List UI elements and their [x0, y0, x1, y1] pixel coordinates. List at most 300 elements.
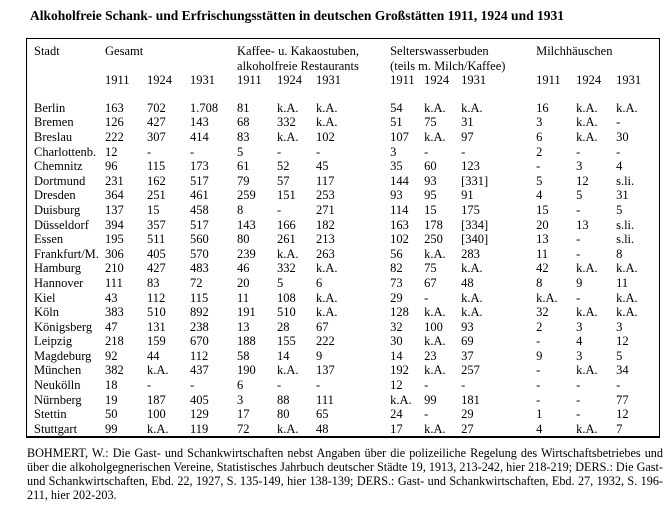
- value-cell: k.A.: [424, 421, 446, 436]
- year-header: 1911: [390, 73, 415, 88]
- city-cell: Düsseldorf: [34, 217, 89, 232]
- value-cell: 166: [277, 217, 296, 232]
- city-cell: Köln: [34, 305, 59, 320]
- value-cell: 31: [461, 115, 474, 130]
- value-cell: 12: [616, 334, 629, 349]
- value-cell: -: [576, 232, 581, 247]
- value-cell: 67: [424, 275, 437, 290]
- value-cell: -: [616, 115, 621, 130]
- year-header: 1924: [424, 73, 450, 88]
- value-cell: 427: [147, 261, 166, 276]
- value-cell: 222: [316, 334, 335, 349]
- value-cell: 8: [536, 275, 543, 290]
- city-cell: Breslau: [34, 129, 73, 144]
- value-cell: 2: [536, 144, 543, 159]
- value-cell: 251: [147, 188, 166, 203]
- value-cell: 570: [190, 246, 209, 261]
- value-cell: 16: [536, 100, 549, 115]
- value-cell: k.A.: [576, 421, 598, 436]
- value-cell: 1: [536, 407, 543, 422]
- value-cell: 102: [390, 232, 409, 247]
- table-row: [27, 101, 658, 116]
- value-cell: [340]: [461, 232, 489, 247]
- value-cell: k.A.: [616, 305, 638, 320]
- statistics-table: [27, 44, 658, 436]
- value-cell: 178: [424, 217, 443, 232]
- value-cell: -: [576, 290, 581, 305]
- value-cell: k.A.: [616, 290, 638, 305]
- value-cell: 17: [390, 421, 403, 436]
- value-cell: 15: [424, 202, 437, 217]
- value-cell: 3: [237, 392, 244, 407]
- value-cell: 3: [616, 319, 623, 334]
- city-cell: Hamburg: [34, 261, 81, 276]
- value-cell: 5: [237, 144, 244, 159]
- city-cell: Dortmund: [34, 173, 86, 188]
- value-cell: 20: [536, 217, 549, 232]
- value-cell: 72: [237, 421, 250, 436]
- value-cell: 9: [536, 348, 543, 363]
- value-cell: 405: [190, 392, 209, 407]
- value-cell: 187: [147, 392, 166, 407]
- value-cell: 510: [147, 305, 166, 320]
- value-cell: k.A.: [277, 100, 299, 115]
- value-cell: k.A.: [424, 246, 446, 261]
- value-cell: 11: [616, 275, 629, 290]
- value-cell: 137: [316, 363, 335, 378]
- value-cell: 99: [424, 392, 437, 407]
- value-cell: 30: [390, 334, 403, 349]
- city-cell: Kiel: [34, 290, 56, 305]
- city-cell: Königsberg: [34, 319, 93, 334]
- value-cell: -: [576, 144, 581, 159]
- value-cell: 702: [147, 100, 166, 115]
- value-cell: 32: [536, 305, 549, 320]
- value-cell: 332: [277, 261, 296, 276]
- city-cell: Dresden: [34, 188, 76, 203]
- value-cell: 12: [105, 144, 118, 159]
- value-cell: 14: [277, 348, 290, 363]
- value-cell: 31: [616, 188, 629, 203]
- value-cell: 3: [390, 144, 397, 159]
- city-cell: Duisburg: [34, 202, 81, 217]
- value-cell: 306: [105, 246, 124, 261]
- value-cell: 181: [461, 392, 480, 407]
- value-cell: 192: [390, 363, 409, 378]
- value-cell: 18: [105, 378, 118, 393]
- value-cell: 437: [190, 363, 209, 378]
- value-cell: 93: [424, 173, 437, 188]
- value-cell: 12: [616, 407, 629, 422]
- value-cell: 91: [461, 188, 474, 203]
- value-cell: 143: [237, 217, 256, 232]
- table-row: [27, 159, 658, 174]
- value-cell: 82: [390, 261, 403, 276]
- value-cell: k.A.: [616, 100, 638, 115]
- group-subheader-row: [27, 59, 658, 74]
- value-cell: 112: [190, 348, 209, 363]
- value-cell: k.A.: [576, 261, 598, 276]
- value-cell: 112: [147, 290, 166, 305]
- value-cell: -: [190, 144, 195, 159]
- value-cell: 129: [190, 407, 209, 422]
- value-cell: s.li.: [616, 232, 635, 247]
- value-cell: [334]: [461, 217, 489, 232]
- value-cell: k.A.: [461, 290, 483, 305]
- value-cell: 54: [390, 100, 403, 115]
- group-subheader-selterswasserbuden: (teils m. Milch/Kaffee): [390, 58, 506, 73]
- spacer-row: [27, 88, 658, 101]
- value-cell: 259: [237, 188, 256, 203]
- value-cell: 2: [536, 319, 543, 334]
- value-cell: k.A.: [424, 129, 446, 144]
- value-cell: 8: [237, 202, 244, 217]
- value-cell: 332: [277, 115, 296, 130]
- city-cell: Nürnberg: [34, 392, 82, 407]
- value-cell: 50: [105, 407, 118, 422]
- year-header: 1911: [105, 73, 130, 88]
- table-row: [27, 247, 658, 262]
- value-cell: 56: [390, 246, 403, 261]
- value-cell: -: [424, 378, 429, 393]
- value-cell: 394: [105, 217, 124, 232]
- value-cell: 510: [277, 305, 296, 320]
- table-row: [27, 276, 658, 291]
- data-table: [26, 38, 660, 438]
- value-cell: -: [461, 378, 466, 393]
- group-header-selterswasserbuden: Selterswasserbuden: [390, 44, 489, 58]
- city-cell: Magdeburg: [34, 348, 92, 363]
- value-cell: 7: [616, 421, 623, 436]
- group-subheader-kaffee: alkoholfreie Restaurants: [237, 58, 359, 73]
- value-cell: 357: [147, 217, 166, 232]
- value-cell: -: [536, 159, 541, 174]
- value-cell: 61: [237, 159, 250, 174]
- value-cell: 382: [105, 363, 124, 378]
- city-cell: Chemnitz: [34, 159, 83, 174]
- value-cell: -: [536, 392, 541, 407]
- value-cell: 19: [105, 392, 118, 407]
- value-cell: 75: [424, 115, 437, 130]
- value-cell: 151: [277, 188, 296, 203]
- value-cell: 119: [190, 421, 209, 436]
- value-cell: 47: [105, 319, 118, 334]
- year-header: 1924: [277, 73, 303, 88]
- year-header: 1911: [536, 73, 561, 88]
- value-cell: 57: [277, 173, 290, 188]
- value-cell: 44: [147, 348, 160, 363]
- table-row: [27, 145, 658, 160]
- value-cell: 46: [237, 261, 250, 276]
- value-cell: k.A.: [316, 305, 338, 320]
- value-cell: 37: [461, 348, 474, 363]
- table-row: [27, 130, 658, 145]
- value-cell: 12: [390, 378, 403, 393]
- value-cell: [331]: [461, 173, 489, 188]
- group-header-gesamt: Gesamt: [105, 44, 144, 58]
- value-cell: 114: [390, 202, 409, 217]
- value-cell: -: [576, 202, 581, 217]
- value-cell: 6: [536, 129, 543, 144]
- value-cell: 52: [277, 159, 290, 174]
- table-row: [27, 218, 658, 233]
- col-header-stadt: Stadt: [34, 44, 60, 58]
- value-cell: 3: [576, 319, 583, 334]
- value-cell: -: [536, 378, 541, 393]
- value-cell: 3: [576, 159, 583, 174]
- value-cell: 28: [277, 319, 290, 334]
- value-cell: 123: [461, 159, 480, 174]
- value-cell: 60: [424, 159, 437, 174]
- value-cell: k.A.: [576, 129, 598, 144]
- value-cell: k.A.: [277, 129, 299, 144]
- table-body: [27, 101, 658, 437]
- year-header: 1924: [576, 73, 602, 88]
- value-cell: -: [277, 144, 282, 159]
- year-header: 1931: [190, 73, 215, 88]
- value-cell: 111: [105, 275, 123, 290]
- city-cell: Neukölln: [34, 378, 81, 393]
- value-cell: 23: [424, 348, 437, 363]
- value-cell: 51: [390, 115, 403, 130]
- value-cell: -: [461, 144, 466, 159]
- value-cell: 511: [147, 232, 166, 247]
- value-cell: -: [424, 407, 429, 422]
- value-cell: 79: [237, 173, 250, 188]
- value-cell: 461: [190, 188, 209, 203]
- value-cell: 32: [390, 319, 403, 334]
- value-cell: k.A.: [536, 290, 558, 305]
- value-cell: k.A.: [461, 305, 483, 320]
- city-cell: Stettin: [34, 407, 67, 422]
- value-cell: 72: [190, 275, 203, 290]
- city-cell: Stuttgart: [34, 421, 78, 436]
- value-cell: 80: [277, 407, 290, 422]
- value-cell: k.A.: [277, 246, 299, 261]
- city-cell: Leipzig: [34, 334, 73, 349]
- value-cell: 3: [576, 348, 583, 363]
- value-cell: k.A.: [277, 421, 299, 436]
- value-cell: 5: [616, 348, 623, 363]
- value-cell: 892: [190, 305, 209, 320]
- value-cell: -: [616, 144, 621, 159]
- value-cell: 58: [237, 348, 250, 363]
- value-cell: -: [576, 378, 581, 393]
- value-cell: 96: [105, 159, 118, 174]
- value-cell: 27: [461, 421, 474, 436]
- value-cell: 68: [237, 115, 250, 130]
- value-cell: 29: [461, 407, 474, 422]
- value-cell: 483: [190, 261, 209, 276]
- value-cell: 15: [536, 202, 549, 217]
- value-cell: 11: [536, 246, 549, 261]
- year-header: 1931: [316, 73, 342, 88]
- value-cell: k.A.: [576, 305, 598, 320]
- table-row: [27, 334, 658, 349]
- value-cell: k.A.: [424, 100, 446, 115]
- table-row: [27, 363, 658, 378]
- year-header: 1911: [237, 73, 262, 88]
- value-cell: -: [190, 378, 195, 393]
- value-cell: 210: [105, 261, 124, 276]
- value-cell: 8: [616, 246, 623, 261]
- value-cell: 45: [316, 159, 329, 174]
- value-cell: 414: [190, 129, 209, 144]
- value-cell: 218: [105, 334, 124, 349]
- group-header-milchhaeuschen: Milchhäuschen: [536, 44, 613, 58]
- value-cell: 143: [190, 115, 209, 130]
- value-cell: 108: [277, 290, 296, 305]
- value-cell: 405: [147, 246, 166, 261]
- value-cell: 100: [424, 319, 443, 334]
- value-cell: 100: [147, 407, 166, 422]
- value-cell: 261: [277, 232, 296, 247]
- page-title: Alkoholfreie Schank- und Erfrischungsstätten in deutschen Großstätten 1911, 1924 und 1931: [30, 8, 564, 23]
- value-cell: 102: [316, 129, 335, 144]
- value-cell: 107: [390, 129, 409, 144]
- value-cell: -: [536, 334, 541, 349]
- value-cell: k.A.: [277, 363, 299, 378]
- value-cell: 155: [277, 334, 296, 349]
- value-cell: k.A.: [316, 115, 338, 130]
- city-cell: Bremen: [34, 115, 74, 130]
- value-cell: 29: [390, 290, 403, 305]
- value-cell: 95: [424, 188, 437, 203]
- value-cell: 213: [316, 232, 335, 247]
- table-row: [27, 291, 658, 306]
- value-cell: 81: [237, 100, 250, 115]
- value-cell: 173: [190, 159, 209, 174]
- table-row: [27, 305, 658, 320]
- value-cell: 5: [616, 202, 623, 217]
- value-cell: 11: [237, 290, 250, 305]
- value-cell: 1.708: [190, 100, 219, 115]
- value-cell: 238: [190, 319, 209, 334]
- value-cell: 35: [390, 159, 403, 174]
- value-cell: 253: [316, 188, 335, 203]
- value-cell: 6: [316, 275, 323, 290]
- value-cell: 73: [390, 275, 403, 290]
- value-cell: 115: [147, 159, 166, 174]
- value-cell: k.A.: [424, 334, 446, 349]
- value-cell: 670: [190, 334, 209, 349]
- table-row: [27, 174, 658, 189]
- value-cell: k.A.: [616, 261, 638, 276]
- value-cell: 4: [536, 421, 543, 436]
- value-cell: 3: [536, 115, 543, 130]
- value-cell: 195: [105, 232, 124, 247]
- value-cell: 20: [237, 275, 250, 290]
- value-cell: 111: [316, 392, 334, 407]
- table-row: [27, 407, 658, 422]
- table-row: [27, 232, 658, 247]
- value-cell: 364: [105, 188, 124, 203]
- value-cell: 42: [536, 261, 549, 276]
- value-cell: 126: [105, 115, 124, 130]
- value-cell: 48: [316, 421, 329, 436]
- value-cell: -: [147, 378, 152, 393]
- value-cell: 117: [316, 173, 335, 188]
- value-cell: -: [277, 202, 282, 217]
- value-cell: 188: [237, 334, 256, 349]
- value-cell: 17: [237, 407, 250, 422]
- table-row: [27, 349, 658, 364]
- value-cell: 69: [461, 334, 474, 349]
- value-cell: 13: [576, 217, 589, 232]
- value-cell: 222: [105, 129, 124, 144]
- value-cell: s.li.: [616, 217, 635, 232]
- value-cell: 517: [190, 217, 209, 232]
- value-cell: 77: [616, 392, 629, 407]
- value-cell: 80: [237, 232, 250, 247]
- value-cell: 191: [237, 305, 256, 320]
- value-cell: k.A.: [316, 261, 338, 276]
- value-cell: 458: [190, 202, 209, 217]
- value-cell: -: [576, 392, 581, 407]
- value-cell: 137: [105, 202, 124, 217]
- value-cell: -: [424, 290, 429, 305]
- value-cell: 115: [190, 290, 209, 305]
- value-cell: -: [576, 246, 581, 261]
- value-cell: -: [277, 378, 282, 393]
- value-cell: 190: [237, 363, 256, 378]
- value-cell: 427: [147, 115, 166, 130]
- value-cell: k.A.: [461, 261, 483, 276]
- value-cell: 13: [536, 232, 549, 247]
- value-cell: -: [536, 363, 541, 378]
- city-cell: Berlin: [34, 100, 66, 115]
- value-cell: 560: [190, 232, 209, 247]
- value-cell: 175: [461, 202, 480, 217]
- table-row: [27, 378, 658, 393]
- value-cell: 271: [316, 202, 335, 217]
- table-row: [27, 320, 658, 335]
- value-cell: 4: [616, 159, 623, 174]
- source-citation: BOHMERT, W.: Die Gast- und Schankwirtschaften nebst Angaben über die polizeiliche Regelung des Wirtschaftsbetriebes und über die alkoholgegnerischen Vereine, Statistisches Jahrbuch deutscher Städte 19, 1913, 213-242, hier 218-219; DERS.: Die Gast- und Schankwirtschaften, Ebd. 22, 1927, S. 135-149, hier 138-139; DERS.: Gast- und Schankwirtschaften, Ebd. 27, 1932, S. 196-211, hier 202-203.: [27, 446, 663, 502]
- value-cell: 14: [390, 348, 403, 363]
- value-cell: k.A.: [147, 363, 169, 378]
- value-cell: 34: [616, 363, 629, 378]
- value-cell: 93: [390, 188, 403, 203]
- value-cell: 48: [461, 275, 474, 290]
- value-cell: 92: [105, 348, 118, 363]
- value-cell: k.A.: [424, 363, 446, 378]
- group-header-row: [27, 44, 658, 59]
- value-cell: 6: [237, 378, 244, 393]
- value-cell: 307: [147, 129, 166, 144]
- value-cell: 15: [147, 202, 160, 217]
- value-cell: 131: [147, 319, 166, 334]
- city-cell: Frankfurt/M.: [34, 246, 99, 261]
- table-row: [27, 393, 658, 408]
- value-cell: 93: [461, 319, 474, 334]
- table-row: [27, 261, 658, 276]
- value-cell: k.A.: [576, 363, 598, 378]
- group-header-kaffee: Kaffee- u. Kakaostuben,: [237, 44, 359, 58]
- value-cell: 5: [277, 275, 284, 290]
- city-cell: Hannover: [34, 275, 84, 290]
- value-cell: 239: [237, 246, 256, 261]
- value-cell: s.li.: [616, 173, 635, 188]
- value-cell: k.A.: [316, 290, 338, 305]
- value-cell: -: [316, 144, 321, 159]
- value-cell: k.A.: [316, 100, 338, 115]
- value-cell: 75: [424, 261, 437, 276]
- value-cell: -: [576, 407, 581, 422]
- value-cell: 13: [237, 319, 250, 334]
- value-cell: 182: [316, 217, 335, 232]
- value-cell: 83: [237, 129, 250, 144]
